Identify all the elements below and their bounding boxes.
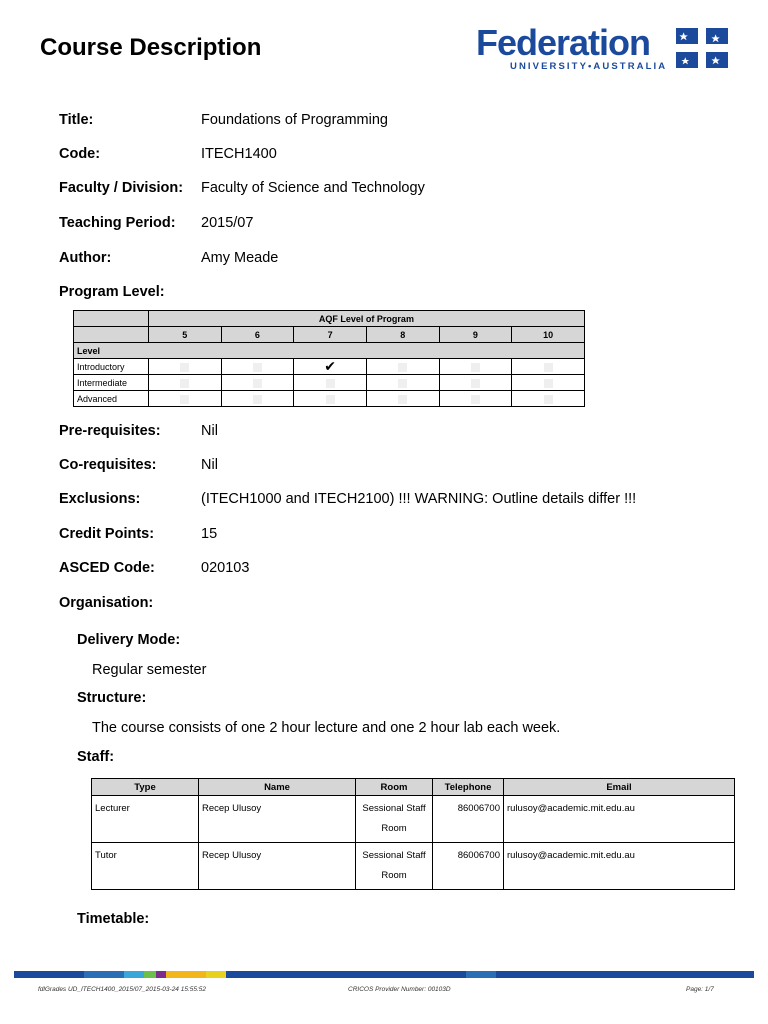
empty-checkbox-icon xyxy=(326,395,335,404)
footer-bar-segment xyxy=(166,971,206,978)
footer-cricos: CRICOS Provider Number: 00103D xyxy=(348,986,451,993)
field-label: Pre-requisites: xyxy=(59,423,161,439)
field-value: 020103 xyxy=(201,560,250,576)
aqf-heading: AQF Level of Program xyxy=(148,311,584,327)
aqf-level-header: 9 xyxy=(439,327,512,343)
footer-color-bar xyxy=(14,971,754,978)
footer-bar-segment xyxy=(14,971,84,978)
federation-university-logo xyxy=(476,22,736,78)
checkmark-icon: ✔ xyxy=(324,358,336,374)
aqf-level-header: 8 xyxy=(366,327,439,343)
aqf-row xyxy=(74,375,585,391)
delivery-mode-heading: Delivery Mode: xyxy=(77,632,181,648)
field-label: Program Level: xyxy=(59,284,165,300)
footer-bar-segment xyxy=(144,971,156,978)
staff-room xyxy=(356,843,433,890)
structure-heading: Structure: xyxy=(77,690,147,706)
staff-room-line1: Sessional Staff xyxy=(362,803,426,814)
logo-wordmark: Federation xyxy=(476,22,651,63)
aqf-row-label: Introductory xyxy=(74,359,149,375)
aqf-corner-cell xyxy=(74,327,149,343)
staff-col-name: Name xyxy=(199,779,356,796)
aqf-empty-cell xyxy=(148,391,221,407)
field-value: Nil xyxy=(201,423,218,439)
staff-type: Lecturer xyxy=(92,796,199,843)
empty-checkbox-icon xyxy=(471,395,480,404)
field-label: Teaching Period: xyxy=(59,215,176,231)
field-label: Author: xyxy=(59,250,112,266)
field-label: Faculty / Division: xyxy=(59,180,184,196)
empty-checkbox-icon xyxy=(544,395,553,404)
aqf-empty-cell xyxy=(366,375,439,391)
field-label: Credit Points: xyxy=(59,526,155,542)
southern-cross-flag-icon xyxy=(676,28,728,68)
field-value: Nil xyxy=(201,457,218,473)
footer-bar-segment xyxy=(496,971,754,978)
aqf-corner-cell xyxy=(74,311,149,327)
aqf-empty-cell xyxy=(148,359,221,375)
page-title: Course Description xyxy=(40,34,262,61)
staff-table xyxy=(91,778,735,890)
staff-room-line1: Sessional Staff xyxy=(362,850,426,861)
delivery-mode-value: Regular semester xyxy=(92,662,207,678)
footer-bar-segment xyxy=(156,971,166,978)
field-label: ASCED Code: xyxy=(59,560,155,576)
field-label: Organisation: xyxy=(59,595,154,611)
field-value: (ITECH1000 and ITECH2100) !!! WARNING: Outline details differ !!! xyxy=(201,491,637,507)
empty-checkbox-icon xyxy=(180,363,189,372)
aqf-empty-cell xyxy=(512,359,585,375)
field-label: Title: xyxy=(59,112,94,128)
table-row xyxy=(92,796,735,843)
footer-page-number: Page: 1/7 xyxy=(686,986,714,993)
aqf-empty-cell xyxy=(366,359,439,375)
staff-heading: Staff: xyxy=(77,749,115,765)
empty-checkbox-icon xyxy=(471,379,480,388)
empty-checkbox-icon xyxy=(180,379,189,388)
aqf-empty-cell xyxy=(221,359,294,375)
aqf-empty-cell xyxy=(439,375,512,391)
staff-room-line2: Room xyxy=(381,823,407,834)
aqf-empty-cell xyxy=(439,391,512,407)
field-value: Amy Meade xyxy=(201,250,279,266)
aqf-level-table xyxy=(73,310,585,407)
footer-bar-segment xyxy=(206,971,226,978)
field-label: Code: xyxy=(59,146,101,162)
staff-col-type: Type xyxy=(92,779,199,796)
aqf-empty-cell xyxy=(512,391,585,407)
aqf-empty-cell xyxy=(294,375,367,391)
structure-value: The course consists of one 2 hour lecture and one 2 hour lab each week. xyxy=(92,720,561,736)
empty-checkbox-icon xyxy=(253,395,262,404)
field-label: Co-requisites: xyxy=(59,457,157,473)
aqf-level-header: 7 xyxy=(294,327,367,343)
table-row xyxy=(92,843,735,890)
staff-telephone: 86006700 xyxy=(433,843,504,890)
footer-bar-segment xyxy=(466,971,496,978)
aqf-empty-cell xyxy=(512,375,585,391)
staff-name: Recep Ulusoy xyxy=(199,796,356,843)
aqf-empty-cell xyxy=(148,375,221,391)
aqf-empty-cell xyxy=(221,375,294,391)
timetable-heading: Timetable: xyxy=(77,911,150,927)
footer-bar-segment xyxy=(84,971,124,978)
field-value: Foundations of Programming xyxy=(201,112,388,128)
staff-telephone: 86006700 xyxy=(433,796,504,843)
staff-email[interactable]: rulusoy@academic.mit.edu.au xyxy=(504,843,735,890)
aqf-level-header: 5 xyxy=(148,327,221,343)
field-value: Faculty of Science and Technology xyxy=(201,180,425,196)
field-value: ITECH1400 xyxy=(201,146,277,162)
empty-checkbox-icon xyxy=(544,379,553,388)
empty-checkbox-icon xyxy=(398,395,407,404)
staff-type: Tutor xyxy=(92,843,199,890)
empty-checkbox-icon xyxy=(398,379,407,388)
aqf-level-header: 6 xyxy=(221,327,294,343)
staff-col-telephone: Telephone xyxy=(433,779,504,796)
aqf-level-header: 10 xyxy=(512,327,585,343)
aqf-checked-cell xyxy=(294,359,367,375)
field-value: 15 xyxy=(201,526,218,542)
staff-room xyxy=(356,796,433,843)
staff-room-line2: Room xyxy=(381,870,407,881)
empty-checkbox-icon xyxy=(326,379,335,388)
aqf-row-label: Intermediate xyxy=(74,375,149,391)
staff-col-email: Email xyxy=(504,779,735,796)
footer-bar-segment xyxy=(124,971,144,978)
empty-checkbox-icon xyxy=(180,395,189,404)
logo-subtitle: UNIVERSITY•AUSTRALIA xyxy=(510,61,668,72)
empty-checkbox-icon xyxy=(398,363,407,372)
aqf-row xyxy=(74,391,585,407)
aqf-level-label: Level xyxy=(74,343,585,359)
staff-email[interactable]: rulusoy@academic.mit.edu.au xyxy=(504,796,735,843)
aqf-row-label: Advanced xyxy=(74,391,149,407)
empty-checkbox-icon xyxy=(544,363,553,372)
empty-checkbox-icon xyxy=(253,363,262,372)
staff-name: Recep Ulusoy xyxy=(199,843,356,890)
aqf-empty-cell xyxy=(439,359,512,375)
aqf-row xyxy=(74,359,585,375)
field-label: Exclusions: xyxy=(59,491,141,507)
aqf-empty-cell xyxy=(366,391,439,407)
footer-bar-segment xyxy=(226,971,466,978)
field-value: 2015/07 xyxy=(201,215,254,231)
aqf-empty-cell xyxy=(221,391,294,407)
empty-checkbox-icon xyxy=(253,379,262,388)
staff-col-room: Room xyxy=(356,779,433,796)
aqf-empty-cell xyxy=(294,391,367,407)
empty-checkbox-icon xyxy=(471,363,480,372)
footer-document-id: fdlGrades UD_ITECH1400_2015/07_2015-03-24 15:55:52 xyxy=(38,986,207,993)
